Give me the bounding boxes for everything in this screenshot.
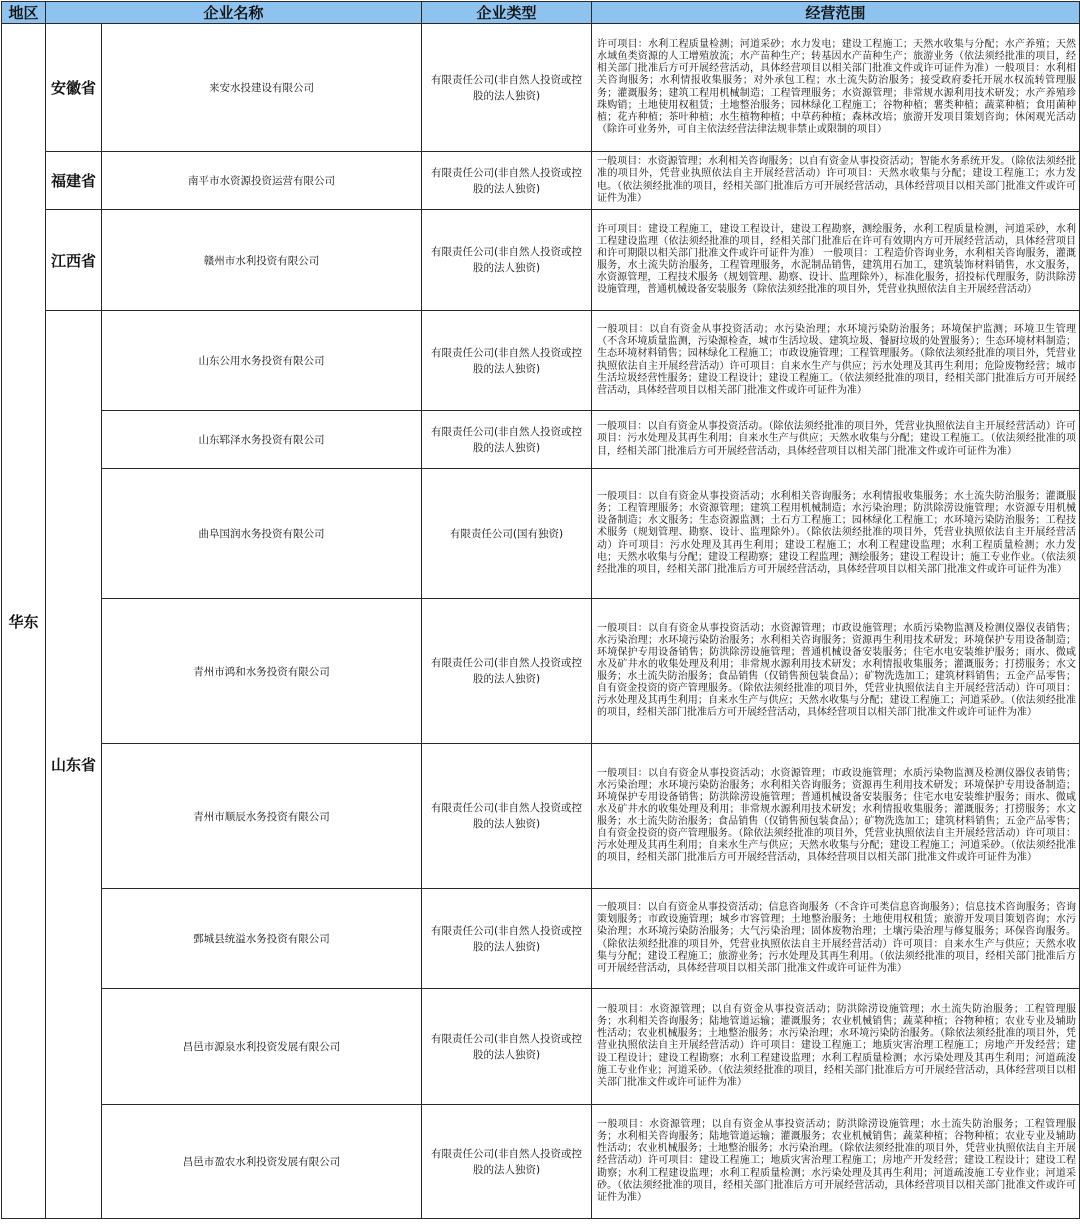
company-type: 有限责任公司(非自然人投资或控股的法人独资) <box>422 989 592 1105</box>
business-scope: 一般项目：以自有资金从事投资活动。（除依法须经批准的项目外，凭营业执照依法自主开展经营活动）许可项目：污水处理及其再生利用；自来水生产与供应；天然水收集与分配；建设工程施工。（依法须经批准的项目，经相关部门批准后方可开展经营活动，具体经营项目以相关部门批准文件或许可证件为准） <box>592 411 1080 469</box>
company-type: 有限责任公司(非自然人投资或控股的法人独资) <box>422 210 592 311</box>
company-type: 有限责任公司(非自然人投资或控股的法人独资) <box>422 744 592 889</box>
company-name: 山东郓泽水务投资有限公司 <box>102 411 422 469</box>
business-scope: 一般项目：以自有资金从事投资活动；信息咨询服务（不含许可类信息咨询服务）；信息技术咨询服务；咨询策划服务；市政设施管理；城乡市容管理；土地整治服务；土地使用权租赁；旅游开发项目策划咨询；水污染治理；水环境污染防治服务；大气污染治理；固体废物治理；土壤污染治理与修复服务；环保咨询服务。（除依法须经批准的项目外，凭营业执照依法自主开展经营活动）许可项目：自来水生产与供应；天然水收集与分配；建设工程施工；旅游业务；污水处理及其再生利用。（依法须经批准的项目，经相关部门批准后方可开展经营活动，具体经营项目以相关部门批准文件或许可证件为准） <box>592 889 1080 989</box>
province-fujian: 福建省 <box>46 152 102 210</box>
province-shandong: 山东省 <box>46 311 102 1219</box>
table-row <box>2 469 1080 599</box>
company-type: 有限责任公司(国有独资) <box>422 469 592 599</box>
business-scope: 一般项目：水资源管理；水利相关咨询服务；以自有资金从事投资活动；智能水务系统开发。（除依法须经批准的项目外，凭营业执照依法自主开展经营活动）许可项目：天然水收集与分配；建设工程施工；水力发电。（依法须经批准的项目，经相关部门批准后方可开展经营活动，具体经营项目以相关部门批准文件或许可证件为准） <box>592 152 1080 210</box>
business-scope: 许可项目：建设工程施工，建设工程设计，建设工程勘察，测绘服务，水利工程质量检测，河道采砂，水利工程建设监理（依法须经批准的项目，经相关部门批准后在许可有效期内方可开展经营活动，具体经营项目和许可期限以相关部门批准文件或许可证件为准） 一般项目：工程造价咨询业务，水利相关咨询服务，灌溉服务，水土流失防治服务，工程管理服务，水泥制品销售，建筑用石加工，建筑装饰材料销售，水文服务，水资源管理，工程技术服务（规划管理、勘察、设计、监理除外），标准化服务，招投标代理服务，防洪除涝设施管理，普通机械设备安装服务（除依法须经批准的项目外，凭营业执照依法自主开展经营活动） <box>592 210 1080 311</box>
header-scope: 经营范围 <box>592 2 1080 24</box>
header-type: 企业类型 <box>422 2 592 24</box>
company-name: 曲阜国润水务投资有限公司 <box>102 469 422 599</box>
business-scope: 一般项目：水资源管理；以自有资金从事投资活动；防洪除涝设施管理；水土流失防治服务；工程管理服务；水利相关咨询服务；陆地管道运输；灌溉服务；农业机械销售；蔬菜种植；谷物种植；农业专业及辅助性活动；农业机械服务；土地整治服务；水污染治理；水环境污染防治服务。（除依法须经批准的项目外，凭营业执照依法自主开展经营活动）许可项目：建设工程施工；地质灾害治理工程施工；房地产开发经营；建设工程设计；建设工程勘察；水利工程建设监理；水利工程质量检测；水污染处理及其再生利用；河道疏浚施工专业作业；河道采砂。（依法须经批准的项目，经相关部门批准后方可开展经营活动，具体经营项目以相关部门批准文件或许可证件为准） <box>592 989 1080 1105</box>
company-name: 南平市水资源投资运营有限公司 <box>102 152 422 210</box>
header-name: 企业名称 <box>46 2 422 24</box>
business-scope: 许可项目：水利工程质量检测；河道采砂；水力发电；建设工程施工；天然水收集与分配；水产养殖；天然水域鱼类资源的人工增殖放流；水产苗种生产；转基因水产苗种生产；旅游业务（依法须经批准的项目，经相关部门批准后方可开展经营活动，具体经营项目以相关部门批准文件或许可证件为准）一般项目：水利相关咨询服务；水利情报收集服务；对外承包工程；水土流失防治服务；接受政府委托开展水权流转管理服务；灌溉服务；建筑工程用机械制造；工程管理服务；水资源管理；非常规水源利用技术研发；水产养殖珍珠购销；土地使用权租赁；土地整治服务；园林绿化工程施工；谷物种植；薯类种植；蔬菜种植；食用菌种植；花卉种植；茶叶种植；水生植物种植；中草药种植；森林改培；旅游开发项目策划咨询；休闲观光活动（除许可业务外，可自主依法经营法律法规非禁止或限制的项目） <box>592 24 1080 152</box>
company-type: 有限责任公司(非自然人投资或控股的法人独资) <box>422 311 592 411</box>
table-row <box>2 411 1080 469</box>
region-cell: 华东 <box>2 24 46 1219</box>
header-row <box>2 2 1080 24</box>
company-name: 山东公用水务投资有限公司 <box>102 311 422 411</box>
company-type: 有限责任公司(非自然人投资或控股的法人独资) <box>422 24 592 152</box>
business-scope: 一般项目：以自有资金从事投资活动；水资源管理；市政设施管理；水质污染物监测及检测仪器仪表销售；水污染治理；水环境污染防治服务；水利相关咨询服务；资源再生利用技术研发；环境保护专用设备制造；环境保护专用设备销售；防洪除涝设施管理；普通机械设备安装服务；住宅水电安装维护服务；雨水、微咸水及矿井水的收集处理及利用；非常规水源利用技术研发；水利情报收集服务；灌溉服务；打捞服务；水文服务；水土流失防治服务；食品销售（仅销售预包装食品）；矿物洗选加工；建筑材料销售；五金产品零售；自有资金投资的资产管理服务。（除依法须经批准的项目外，凭营业执照依法自主开展经营活动）许可项目：污水处理及其再生利用；自来水生产与供应；天然水收集与分配；建设工程施工；河道采砂。（依法须经批准的项目，经相关部门批准后方可开展经营活动，具体经营项目以相关部门批准文件或许可证件为准） <box>592 744 1080 889</box>
company-name: 赣州市水利投资有限公司 <box>102 210 422 311</box>
company-name: 青州市鸿和水务投资有限公司 <box>102 599 422 744</box>
company-type: 有限责任公司(非自然人投资或控股的法人独资) <box>422 889 592 989</box>
table-row <box>2 210 1080 311</box>
table-row <box>2 152 1080 210</box>
table-row <box>2 989 1080 1105</box>
company-type: 有限责任公司(非自然人投资或控股的法人独资) <box>422 152 592 210</box>
province-jiangxi: 江西省 <box>46 210 102 311</box>
table-row <box>2 311 1080 411</box>
table-row <box>2 744 1080 889</box>
business-scope: 一般项目：以自有资金从事投资活动；水资源管理；市政设施管理；水质污染物监测及检测仪器仪表销售；水污染治理；水环境污染防治服务；水利相关咨询服务；资源再生利用技术研发；环境保护专用设备制造；环境保护专用设备销售；防洪除涝设施管理；普通机械设备安装服务；住宅水电安装维护服务；雨水、微咸水及矿井水的收集处理及利用；非常规水源利用技术研发；水利情报收集服务；灌溉服务；打捞服务；水文服务；水土流失防治服务；食品销售（仅销售预包装食品）；矿物洗选加工；建筑材料销售；五金产品零售；自有资金投资的资产管理服务。（除依法须经批准的项目外，凭营业执照依法自主开展经营活动）许可项目：污水处理及其再生利用；自来水生产与供应；天然水收集与分配；建设工程施工；河道采砂。（依法须经批准的项目，经相关部门批准后方可开展经营活动，具体经营项目以相关部门批准文件或许可证件为准） <box>592 599 1080 744</box>
business-scope: 一般项目：以自有资金从事投资活动；水污染治理；水环境污染防治服务；环境保护监测；环境卫生管理（不含环境质量监测，污染源检查，城市生活垃圾、建筑垃圾、餐厨垃圾的处置服务）；生态环境材料制造；生态环境材料销售；园林绿化工程施工；市政设施管理；工程管理服务。（除依法须经批准的项目外，凭营业执照依法自主开展经营活动）许可项目：自来水生产与供应；污水处理及其再生利用；危险废物经营；城市生活垃圾经营性服务；建设工程设计；建设工程施工。（依法须经批准的项目，经相关部门批准后方可开展经营活动，具体经营项目以相关部门批准文件或许可证件为准） <box>592 311 1080 411</box>
company-type: 有限责任公司(非自然人投资或控股的法人独资) <box>422 411 592 469</box>
company-name: 来安水投建设有限公司 <box>102 24 422 152</box>
company-type: 有限责任公司(非自然人投资或控股的法人独资) <box>422 1105 592 1219</box>
company-table <box>1 1 1080 1219</box>
province-anhui: 安徽省 <box>46 24 102 152</box>
business-scope: 一般项目：以自有资金从事投资活动；水利相关咨询服务；水利情报收集服务；水土流失防治服务；灌溉服务；工程管理服务；水资源管理；建筑工程用机械制造；水污染治理；防洪除涝设施管理；水资源专用机械设备制造；水文服务；生态资源监测；土石方工程施工；园林绿化工程施工；水环境污染防治服务；工程技术服务（规划管理、勘察、设计、监理除外）。（除依法须经批准的项目外，凭营业执照依法自主开展经营活动）许可项目：污水处理及其再生利用；建设工程施工；水利工程建设监理；水利工程质量检测；水力发电；天然水收集与分配；建设工程勘察；建设工程监理；测绘服务；建设工程设计；施工专业作业。（依法须经批准的项目，经相关部门批准后方可开展经营活动，具体经营项目以相关部门批准文件或许可证件为准） <box>592 469 1080 599</box>
company-name: 青州市顺辰水务投资有限公司 <box>102 744 422 889</box>
company-name: 鄄城县统溢水务投资有限公司 <box>102 889 422 989</box>
table-row <box>2 599 1080 744</box>
company-type: 有限责任公司(非自然人投资或控股的法人独资) <box>422 599 592 744</box>
header-region: 地区 <box>2 2 46 24</box>
table-row <box>2 24 1080 152</box>
table-row <box>2 889 1080 989</box>
table-row <box>2 1105 1080 1219</box>
business-scope: 一般项目：水资源管理；以自有资金从事投资活动；防洪除涝设施管理；水土流失防治服务；工程管理服务；水利相关咨询服务；陆地管道运输；灌溉服务；农业机械销售；蔬菜种植；谷物种植；农业专业及辅助性活动；农业机械服务；土地整治服务；水污染治理。（除依法须经批准的项目外，凭营业执照依法自主开展经营活动）许可项目：建设工程施工；地质灾害治理工程施工；房地产开发经营；建设工程设计；建设工程勘察；水利工程建设监理；水利工程质量检测；水污染处理及其再生利用；河道疏浚施工专业作业；河道采砂。（依法须经批准的项目，经相关部门批准后方可开展经营活动，具体经营项目以相关部门批准文件或许可证件为准） <box>592 1105 1080 1219</box>
company-name: 昌邑市源泉水利投资发展有限公司 <box>102 989 422 1105</box>
company-name: 昌邑市盈农水利投资发展有限公司 <box>102 1105 422 1219</box>
